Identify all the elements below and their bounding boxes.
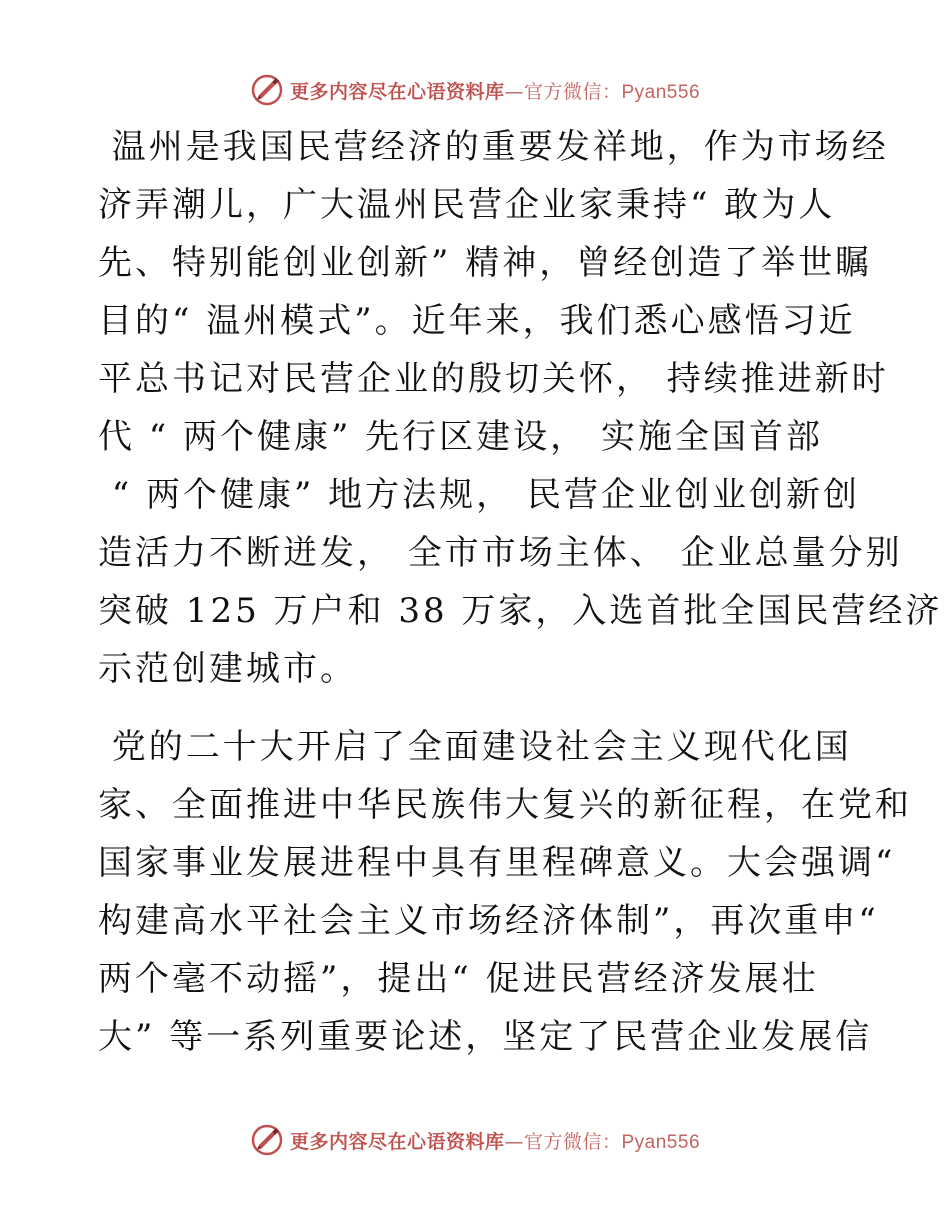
paragraph-1 xyxy=(98,118,943,698)
watermark-text xyxy=(290,1127,700,1154)
text-line: 先、特别能创业创新” 精神，曾经创造了举世瞩 xyxy=(98,243,873,283)
text-line: 温州是我国民营经济的重要发祥地，作为市场经 xyxy=(98,127,889,167)
watermark-contact: 官方微信：Pyan556 xyxy=(524,1131,701,1153)
text-line: 大” 等一系列重要论述，坚定了民营企业发展信 xyxy=(98,1017,873,1057)
text-line: 代 “ 两个健康” 先行区建设， 实施全国首部 xyxy=(98,417,823,457)
text-line: 家、全面推进中华民族伟大复兴的新征程，在党和 xyxy=(98,785,912,825)
text-line: 构建高水平社会主义市场经济体制”，再次重申“ xyxy=(98,901,879,941)
text-line: 两个毫不动摇”，提出“ 促进民营经济发展壮 xyxy=(98,959,819,999)
watermark-separator: — xyxy=(504,1130,524,1153)
document-body xyxy=(98,118,943,1066)
text-line: 目的“ 温州模式”。近年来，我们悉心感悟习近 xyxy=(98,301,856,341)
text-line: 突破 125 万户和 38 万家，入选首批全国民营经济 xyxy=(98,591,943,631)
text-line: 造活力不断迸发， 全市市场主体、 企业总量分别 xyxy=(98,533,903,573)
header-watermark xyxy=(0,68,950,112)
watermark-separator: — xyxy=(504,80,524,103)
watermark-name: 更多内容尽在心语资料库 xyxy=(289,1130,505,1153)
text-line: “ 两个健康” 地方法规， 民营企业创业创新创 xyxy=(98,475,860,515)
text-line: 党的二十大开启了全面建设社会主义现代化国 xyxy=(98,727,852,767)
text-line: 平总书记对民营企业的殷切关怀， 持续推进新时 xyxy=(98,359,889,399)
watermark-text xyxy=(290,77,700,104)
footer-watermark xyxy=(0,1118,950,1162)
text-line: 济弄潮儿，广大温州民营企业家秉持“ 敢为人 xyxy=(98,185,836,225)
text-line: 示范创建城市。 xyxy=(98,649,357,689)
text-line: 国家事业发展进程中具有里程碑意义。大会强调“ xyxy=(98,843,896,883)
watermark-name: 更多内容尽在心语资料库 xyxy=(289,80,505,103)
paragraph-2 xyxy=(98,718,912,1066)
logo-icon xyxy=(250,1123,284,1157)
watermark-contact: 官方微信：Pyan556 xyxy=(524,81,701,103)
logo-icon xyxy=(250,73,284,107)
